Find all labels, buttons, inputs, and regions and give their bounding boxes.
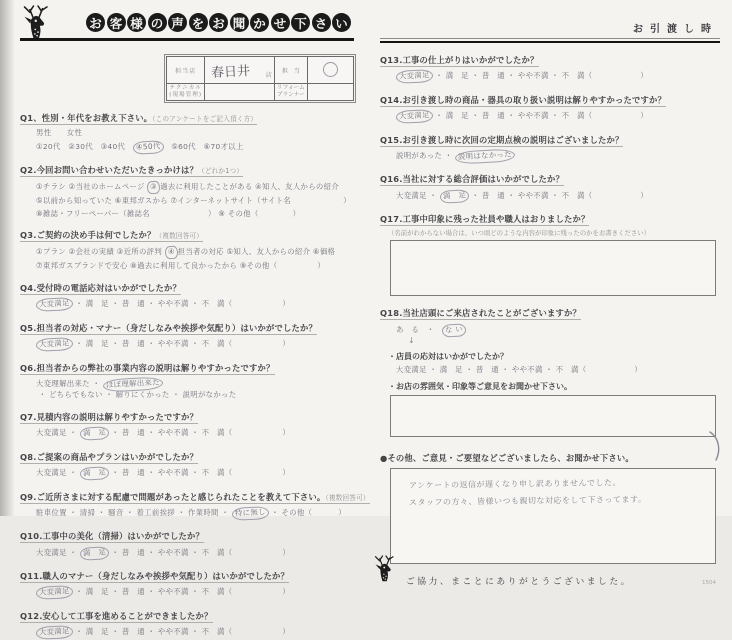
selected-option: 説明はなかった: [455, 148, 515, 164]
question-title: Q8.ご提案の商品やプランはいかがでしたか？: [20, 451, 199, 462]
title-char: さ: [312, 13, 331, 32]
survey-page-right: [380, 6, 720, 602]
question-block: [20, 316, 354, 351]
question-title-row: [20, 524, 354, 543]
title-char: を: [189, 13, 208, 32]
hanko-stamp-icon: [323, 62, 338, 77]
question-block: [20, 405, 354, 440]
questions-left: [20, 106, 370, 639]
option-text: ）: [282, 587, 291, 597]
option-text: 説明があった ・: [396, 150, 456, 160]
question-title: Q4.受付時の電話応対はいかがでしたか？: [20, 282, 182, 293]
option-text: ①チラシ ②当社のホームページ: [36, 181, 148, 191]
question-title-row: [380, 167, 720, 186]
selected-option: 満 足: [439, 189, 469, 203]
options-line: [396, 150, 720, 163]
option-text: 大変満足 ・: [396, 190, 440, 200]
options-line: [36, 427, 354, 440]
question-title: Q16.当社に対する総合評価はいかがでしたか？: [380, 174, 564, 185]
option-text: ）: [640, 111, 649, 120]
question-block: [20, 485, 370, 520]
question-note: （複数回答可）: [325, 493, 370, 502]
options-line: [36, 467, 354, 480]
staff-label: 担 当: [274, 57, 307, 84]
title-char: 下: [291, 13, 310, 32]
question-title-row: [380, 207, 720, 226]
selected-option: ほぼ理解出来た: [103, 376, 163, 392]
question-block: [380, 48, 720, 83]
question-note: （複数回答可）: [155, 232, 204, 241]
scan-edge-shadow: [0, 0, 15, 516]
option-text: ・ 満 足 ・ 普 通 ・ やや不満 ・ 不 満（: [432, 71, 593, 81]
option-text: ・ 満 足 ・ 普 通 ・ やや不満 ・ 不 満（: [72, 338, 233, 348]
question-title: Q3.ご契約の決め手は何でしたか？（複数回答可）: [20, 230, 204, 241]
form-code: 1504: [702, 580, 716, 587]
selected-option: ④: [164, 245, 178, 258]
technical-value-cell: [205, 84, 275, 101]
question-title-row: [380, 48, 720, 67]
question-title-row: [380, 88, 720, 107]
options-line: [36, 586, 354, 599]
selected-option: 大変満足: [36, 585, 73, 600]
question-title: Q14.お引き渡し時の商品・器具の取り扱い説明は解りやすかったですか？: [380, 94, 666, 105]
title-char: の: [148, 13, 167, 32]
options-line: [36, 298, 354, 311]
question-title: Q6.担当者からの弊社の事業内容の説明は解りやすかったですか？: [20, 362, 275, 373]
question-title: Q13.工事の仕上がりはいかがでしたか？: [380, 55, 539, 65]
option-text: 過去に利用したことがある ④知人、友人からの紹介: [160, 181, 340, 191]
pen-stroke-mark: [708, 430, 722, 466]
question-block: [380, 167, 720, 202]
selected-option: 大変満足: [36, 297, 73, 312]
staff-stamp-cell: [307, 57, 353, 84]
technical-label: テクニカル (現場管理): [167, 84, 205, 101]
option-text: ・ 満 足 ・ 普 通 ・ やや不満 ・ 不 満（: [72, 299, 233, 309]
option-text: ）: [282, 467, 291, 477]
title-char: 聞: [230, 13, 249, 32]
question-title: Q9.ご近所さまに対する配慮で問題があったと感じられたことを教えて下さい。（複数回答可）: [20, 491, 370, 502]
question-title-row: [20, 158, 354, 177]
questions-right: [380, 48, 720, 564]
handwritten-store-name: 春日井: [211, 63, 251, 81]
options-line: [396, 190, 720, 203]
staff-info-table: [166, 56, 354, 101]
option-text: 大変満足 ・ 満 足 ・ 普 通 ・ やや不満 ・ 不 満（: [396, 365, 587, 375]
question-block: [20, 106, 354, 153]
question-block: [20, 223, 354, 270]
option-text: 男性 女性: [36, 128, 83, 138]
arrow-down-mark: ↓: [408, 336, 415, 346]
option-text: ）: [282, 547, 291, 557]
title-char: お: [209, 13, 228, 32]
question-title: ●その他、ご意見・ご要望などございましたら、お聞かせ下さい。: [380, 452, 634, 463]
answer-box: [390, 468, 716, 564]
store-suffix: 店: [265, 72, 272, 79]
option-text: ・ その他（: [268, 507, 313, 517]
options-line: [36, 507, 354, 520]
page-title: [86, 13, 351, 32]
option-text: 担当者の対応 ⑤知人、友人からの紹介 ⑥価格: [177, 246, 336, 256]
header-rule-thick: [380, 41, 720, 44]
option-text: ）: [338, 507, 346, 517]
question-title: Q12.安心して工事を進めることができましたか？: [20, 611, 213, 622]
deer-logo-icon: [372, 554, 400, 586]
options-line: [36, 547, 354, 560]
option-text: ）: [292, 208, 301, 218]
option-text: ①プラン ②会社の実績 ③近所の評判: [36, 246, 165, 256]
option-text: ・ 満 足 ・ 普 通 ・ やや不満 ・ 不 満（: [72, 627, 233, 637]
option-text: ⑦東邦ガスブランドで安心 ⑧過去に利用して良かったから ⑨その他（: [36, 261, 278, 271]
option-text: ・ 普 通 ・ やや不満 ・ 不 満（: [108, 467, 233, 477]
question-title: Q7.見積内容の説明は解りやすかったですか？: [20, 411, 199, 422]
question-title-row: [20, 106, 354, 125]
options-line: [36, 378, 354, 400]
selected-option: ③: [147, 180, 161, 193]
question-title-row: [20, 223, 354, 242]
options-line: [396, 110, 720, 123]
option-text: ）: [282, 299, 291, 309]
question-title-row: [20, 405, 354, 424]
selected-option: 特に無し: [231, 506, 268, 521]
question-title-row: [20, 356, 354, 375]
question-title: Q11.職人のマナー（身だしなみや挨拶や気配り）はいかがでしたか？: [20, 571, 289, 582]
options-line: [36, 141, 354, 154]
selected-option: 大変満足: [36, 337, 73, 352]
title-char: か: [250, 13, 269, 32]
question-block: [380, 446, 720, 564]
selected-option: 大変満足: [396, 109, 433, 124]
title-char: 様: [127, 13, 146, 32]
option-text: ）: [282, 627, 291, 637]
selected-option: な い: [442, 323, 467, 337]
question-subnote: （名前がわからない場合は、いつ頃どのような内容が印象に残ったのかをお書きください）: [388, 229, 651, 238]
question-title-row: [20, 485, 370, 504]
question-block: [20, 524, 354, 559]
question-title: Q1、性別・年代をお教え下さい。（このアンケートをご記入頂く方）: [20, 112, 258, 123]
question-title-row: [380, 446, 720, 465]
option-text: 大変理解出来た ・: [36, 378, 103, 388]
question-title-row: [20, 276, 354, 295]
question-title: Q18.当社店頭にご来店されたことがございますか？: [380, 308, 581, 319]
option-text: ・ どちらでもない ・ 解りにくかった ・ 説明がなかった: [36, 390, 237, 400]
question-block: [20, 604, 354, 639]
title-char: せ: [271, 13, 290, 32]
question-block: [20, 158, 354, 218]
page-header: [20, 6, 354, 46]
question-title-row: [380, 301, 720, 320]
option-text: ）: [640, 71, 649, 81]
option-text: ⑨ その他（: [215, 208, 259, 218]
store-label: 担当店: [167, 57, 205, 84]
question-title: Q2.今回お問い合わせいただいたきっかけは？（どれか1つ）: [20, 165, 244, 176]
question-block: [380, 207, 720, 296]
question-title: Q15.お引き渡し時に次回の定期点検の説明はございましたか？: [380, 134, 624, 145]
question-block: [380, 128, 720, 163]
header-rule: [20, 38, 354, 41]
sub-question-title: ・店員の応対はいかがでしたか？: [388, 352, 508, 362]
selected-option: ④50代: [133, 140, 164, 154]
question-note: （このアンケートをご記入頂く方）: [152, 114, 258, 123]
selected-option: 大変満足: [36, 625, 73, 640]
option-text: ⑤以前から知っていた ⑥東邦ガスから ⑦インターネットサイト（サイト名: [36, 196, 292, 206]
option-text: ）: [343, 196, 351, 206]
title-char: 客: [107, 13, 126, 32]
question-title-row: [20, 564, 354, 583]
survey-page-left: [20, 6, 370, 639]
option-text: ）: [207, 208, 216, 218]
option-text: ）: [317, 261, 326, 271]
options-line: [36, 196, 354, 206]
options-line: [396, 324, 720, 337]
option-text: 大変満足 ・: [36, 467, 80, 477]
question-block: [380, 88, 720, 123]
option-text: 駐車位置 ・ 清掃 ・ 騒音 ・ 着工前挨拶 ・ 作業時間 ・: [36, 507, 232, 517]
option-text: ）: [282, 428, 291, 438]
options-line: [396, 70, 720, 83]
selected-option: 大変満足: [396, 69, 433, 84]
option-text: ）: [640, 190, 649, 200]
option-text: あ る ・: [396, 324, 443, 334]
question-title: Q17.工事中印象に残った社員や職人はおりましたか？: [380, 214, 590, 225]
question-title: Q10.工事中の美化（清掃）はいかがでしたか？: [20, 531, 204, 542]
option-text: 大変満足 ・: [36, 428, 80, 438]
planner-label: リフォーム プランナー: [274, 84, 307, 101]
answer-box: [390, 240, 716, 296]
question-title-row: [380, 128, 720, 147]
selected-option: 満 足: [79, 546, 109, 560]
answer-box: [390, 395, 716, 437]
option-text: ・ 普 通 ・ やや不満 ・ 不 満（: [108, 428, 233, 438]
option-text: ・ 普 通 ・ やや不満 ・ 不 満（: [108, 547, 233, 557]
page-footer: [380, 568, 720, 602]
title-char: 声: [168, 13, 187, 32]
option-text: ）: [282, 338, 291, 348]
question-block: [20, 356, 354, 400]
question-block: [20, 445, 354, 480]
option-text: ⑧雑誌・フリーペーパー（雑誌名: [36, 208, 150, 218]
question-title-row: [20, 316, 354, 335]
section-title-handover: お引渡し時: [633, 24, 718, 35]
title-char: お: [86, 13, 105, 32]
question-title: Q5.担当者の対応・マナー（身だしなみや挨拶や気配り）はいかがでしたか？: [20, 322, 317, 333]
question-title-row: [20, 445, 354, 464]
handwritten-comment: アンケートの返信が遅くなり申し訳ありませんでした。: [408, 478, 622, 491]
question-block: [20, 276, 354, 311]
selected-option: 満 足: [79, 426, 109, 440]
option-text: 大変満足 ・: [36, 547, 80, 557]
planner-value-cell: [307, 84, 353, 101]
store-value-cell: [205, 57, 275, 84]
options-line: [36, 209, 354, 219]
options-line: [36, 181, 354, 194]
handwritten-comment: スタッフの方々、皆様いつも親切な対応をして下さってます。: [408, 494, 647, 508]
title-char: い: [332, 13, 351, 32]
selected-option: 満 足: [79, 466, 109, 480]
option-text: ）: [634, 365, 643, 375]
question-block: [20, 564, 354, 599]
options-line: [396, 365, 720, 375]
option-text: ・ 普 通 ・ やや不満 ・ 不 満（: [468, 190, 593, 200]
header-rule-thin: [380, 38, 720, 39]
sub-question-title: ・お店の雰囲気・印象等ご意見をお聞かせ下さい。: [388, 381, 572, 391]
option-text: ⑤60代 ⑥70才以上: [163, 141, 244, 151]
question-block: [380, 301, 720, 436]
question-note: （どれか1つ）: [198, 167, 244, 176]
thanks-message: ご協力、まことにありがとうございました。: [406, 577, 632, 588]
option-text: ・ 満 足 ・ 普 通 ・ やや不満 ・ 不 満（: [432, 111, 593, 120]
option-text: ・ 満 足 ・ 普 通 ・ やや不満 ・ 不 満（: [72, 587, 233, 597]
options-line: [36, 128, 354, 138]
options-line: [36, 246, 354, 259]
options-line: [36, 626, 354, 639]
question-title-row: [20, 604, 354, 623]
options-line: [36, 261, 354, 271]
options-line: [36, 338, 354, 351]
option-text: ①20代 ②30代 ③40代: [36, 141, 133, 151]
